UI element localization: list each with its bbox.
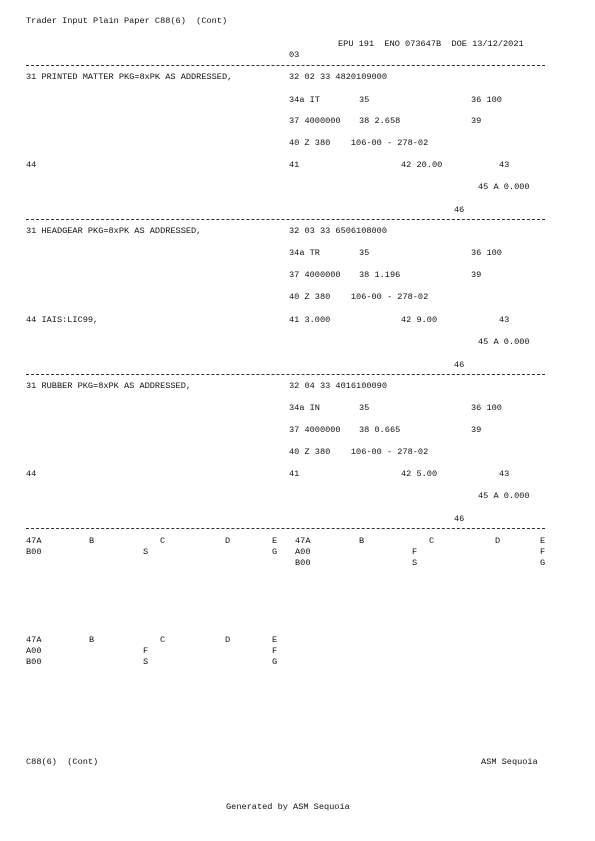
- gross-mass: 38 2.658: [359, 116, 401, 126]
- reference-line: EPU 191 ENO 073647B DOE 13/12/2021: [338, 39, 524, 49]
- origin-country: 34a IN: [289, 403, 320, 413]
- procedure-code: 37 4000000: [289, 270, 341, 280]
- tax-method: G: [540, 558, 546, 568]
- tax-header-c: C: [429, 536, 435, 546]
- procedure-code: 37 4000000: [289, 425, 341, 435]
- box-35: 35: [359, 403, 370, 413]
- tax-method: F: [272, 646, 278, 656]
- item-description: 31 HEADGEAR PKG=8xPK AS ADDRESSED,: [26, 226, 202, 236]
- box-45: 45 A 0.000: [478, 182, 530, 192]
- tax-code: S: [412, 558, 418, 568]
- tax-code: S: [143, 657, 149, 667]
- tax-header-d: D: [495, 536, 501, 546]
- tax-header-e: E: [272, 635, 278, 645]
- previous-document: 40 Z 380 106-00 - 278-02: [289, 138, 429, 148]
- tax-header-e: E: [540, 536, 546, 546]
- previous-document: 40 Z 380 106-00 - 278-02: [289, 292, 429, 302]
- tax-header-c: C: [160, 635, 166, 645]
- box-36: 36 100: [471, 403, 502, 413]
- tax-header-47a: 47A: [26, 536, 42, 546]
- origin-country: 34a IT: [289, 95, 320, 105]
- box-44: 44: [26, 469, 37, 479]
- box-44: 44: [26, 160, 37, 170]
- tax-header-47a: 47A: [295, 536, 311, 546]
- origin-country: 34a TR: [289, 248, 320, 258]
- tax-method: G: [272, 547, 278, 557]
- document-title: Trader Input Plain Paper C88(6) (Cont): [26, 16, 228, 26]
- tax-code: F: [412, 547, 418, 557]
- box-41: 41: [289, 469, 300, 479]
- tax-header-c: C: [160, 536, 166, 546]
- tax-type: A00: [26, 646, 42, 656]
- tax-header-b: B: [89, 536, 95, 546]
- box-35: 35: [359, 248, 370, 258]
- procedure-code: 37 4000000: [289, 116, 341, 126]
- tax-type: B00: [295, 558, 311, 568]
- box-39: 39: [471, 116, 482, 126]
- box-35: 35: [359, 95, 370, 105]
- box-46: 46: [454, 360, 465, 370]
- tax-type: B00: [26, 547, 42, 557]
- commodity-code: 32 02 33 4820109000: [289, 72, 387, 82]
- box-36: 36 100: [471, 95, 502, 105]
- divider: [26, 219, 545, 220]
- divider: [26, 528, 545, 529]
- tax-code: F: [143, 646, 149, 656]
- tax-code: S: [143, 547, 149, 557]
- box-46: 46: [454, 514, 465, 524]
- generated-by-note: Generated by ASM Sequoia: [226, 802, 350, 812]
- box-44: 44 IAIS:LIC99,: [26, 315, 99, 325]
- divider: [26, 65, 545, 66]
- tax-header-d: D: [225, 536, 231, 546]
- box-39: 39: [471, 425, 482, 435]
- tax-type: B00: [26, 657, 42, 667]
- box-36: 36 100: [471, 248, 502, 258]
- tax-method: G: [272, 657, 278, 667]
- box-46: 46: [454, 205, 465, 215]
- box-43: 43: [499, 160, 510, 170]
- tax-header-47a: 47A: [26, 635, 42, 645]
- gross-mass: 38 0.665: [359, 425, 401, 435]
- footer-software: ASM Sequoia: [481, 757, 538, 767]
- tax-header-e: E: [272, 536, 278, 546]
- item-price: 42 5.00: [401, 469, 438, 479]
- box-41: 41 3.000: [289, 315, 331, 325]
- tax-type: A00: [295, 547, 311, 557]
- box-43: 43: [499, 469, 510, 479]
- box-45: 45 A 0.000: [478, 337, 530, 347]
- item-description: 31 PRINTED MATTER PKG=8xPK AS ADDRESSED,: [26, 72, 233, 82]
- item-price: 42 9.00: [401, 315, 438, 325]
- tax-method: F: [540, 547, 546, 557]
- box-45: 45 A 0.000: [478, 491, 530, 501]
- tax-header-d: D: [225, 635, 231, 645]
- tax-header-b: B: [359, 536, 365, 546]
- commodity-code: 32 04 33 4016100090: [289, 381, 387, 391]
- divider: [26, 374, 545, 375]
- page-code: 03: [289, 50, 300, 60]
- gross-mass: 38 1.196: [359, 270, 401, 280]
- item-price: 42 20.00: [401, 160, 443, 170]
- previous-document: 40 Z 380 106-00 - 278-02: [289, 447, 429, 457]
- box-41: 41: [289, 160, 300, 170]
- box-39: 39: [471, 270, 482, 280]
- box-43: 43: [499, 315, 510, 325]
- footer-form-code: C88(6) (Cont): [26, 757, 99, 767]
- item-description: 31 RUBBER PKG=8xPK AS ADDRESSED,: [26, 381, 192, 391]
- tax-header-b: B: [89, 635, 95, 645]
- commodity-code: 32 03 33 6506108000: [289, 226, 387, 236]
